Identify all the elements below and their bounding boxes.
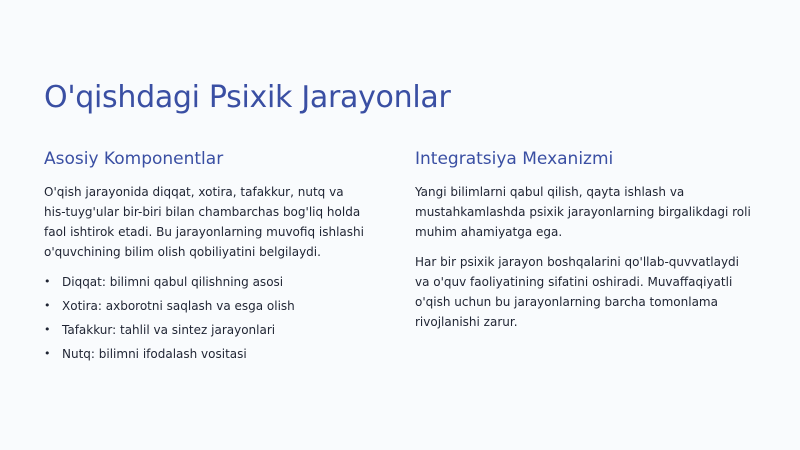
bullet-item (44, 318, 364, 342)
bullet-item (44, 270, 364, 294)
bullet-text: Xotira: axborotni saqlash va esga olish (62, 299, 295, 313)
left-paragraph: O'qish jarayonida diqqat, xotira, tafakkur, nutq va his-tuyg'ular bir-biri bilan chambarchas bog'liq holda faol ishtirok etadi. Bu jarayonlarning muvofiq ishlashi o'quvchining bilim olish qobiliyatini belgilaydi. (44, 185, 364, 259)
slide-title: O'qishdagi Psixik Jarayonlar (44, 80, 451, 115)
right-heading: Integratsiya Mexanizmi (415, 149, 614, 169)
bullet-icon: • (44, 275, 51, 288)
bullet-item (44, 342, 364, 366)
bullet-item (44, 294, 364, 318)
bullet-icon: • (44, 347, 51, 360)
right-column (415, 149, 755, 332)
right-paragraph: Har bir psixik jarayon boshqalarini qo'llab-quvvatlaydi va o'quv faoliyatining sifatini oshiradi. Muvaffaqiyatli o'qish uchun bu jarayonlarning barcha tomonlama rivojlanishi zarur. (415, 255, 740, 329)
bullet-icon: • (44, 299, 51, 312)
bullet-text: Diqqat: bilimni qabul qilishning asosi (62, 275, 284, 289)
bullet-list (44, 270, 364, 366)
bullet-icon: • (44, 323, 51, 336)
bullet-text: Tafakkur: tahlil va sintez jarayonlari (62, 323, 276, 337)
bullet-text: Nutq: bilimni ifodalash vositasi (62, 347, 247, 361)
right-paragraph: Yangi bilimlarni qabul qilish, qayta ishlash va mustahkamlashda psixik jarayonlarning birgalikdagi roli muhim ahamiyatga ega. (415, 185, 751, 239)
left-heading: Asosiy Komponentlar (44, 149, 224, 169)
left-column (44, 149, 364, 366)
